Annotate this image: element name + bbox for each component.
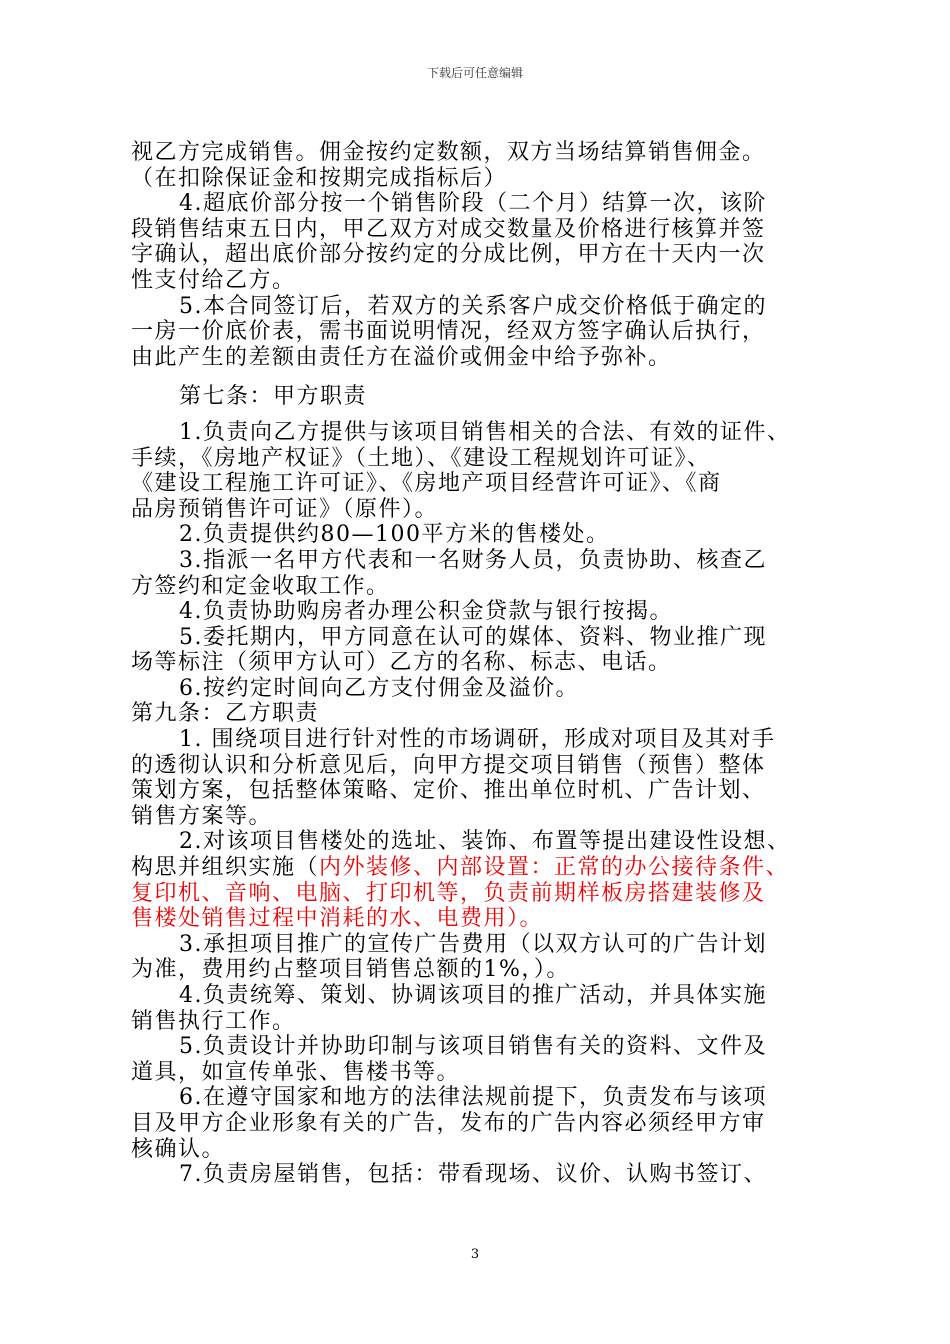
highlighted-text-line: 复印机、音响、电脑、打印机等，负责前期样板房搭建装修及 — [131, 880, 766, 906]
text-line: 2.负责提供约80—100平方米的售楼处。 — [179, 522, 610, 548]
text-segment: 构思并组织实施（ — [131, 855, 320, 881]
text-line: 手续，《房地产权证》（土地）、《建设工程规划许可证》、 — [131, 445, 711, 471]
section-heading-article-7: 第七条：甲方职责 — [179, 384, 368, 410]
text-line: 核确认。 — [131, 1136, 226, 1162]
document-body — [131, 140, 831, 1188]
page-number: 3 — [470, 1247, 480, 1262]
text-line: 4.超底价部分按一个销售阶段（二个月）结算一次，该阶 — [179, 191, 767, 217]
highlighted-text: 内外装修、内部设置：正常的办公接待条件、 — [319, 855, 790, 881]
text-line: 1. 围绕项目进行针对性的市场调研，形成对项目及其对手 — [179, 727, 776, 753]
text-line: 5.负责设计并协助印制与该项目销售有关的资料、文件及 — [179, 1034, 767, 1060]
text-line: 2.对该项目售楼处的选址、装饰、布置等提出建设性设想、 — [179, 829, 791, 855]
text-line: 3.承担项目推广的宣传广告费用（以双方认可的广告计划 — [179, 931, 767, 957]
text-line: 7.负责房屋销售，包括：带看现场、议价、认购书签订、 — [179, 1162, 767, 1188]
text-line: 4.负责协助购房者办理公积金贷款与银行按揭。 — [179, 599, 673, 625]
text-line: 的透彻认识和分析意见后，向甲方提交项目销售（预售）整体 — [131, 752, 766, 778]
text-line: 一房一价底价表，需书面说明情况，经双方签字确认后执行， — [131, 319, 766, 345]
text-line: 段销售结束五日内，甲乙双方对成交数量及价格进行核算并签 — [131, 216, 766, 242]
text-line: 方签约和定金收取工作。 — [131, 573, 390, 599]
highlighted-text-line: 售楼处销售过程中消耗的水、电费用）。 — [131, 906, 544, 932]
text-line: 策划方案，包括整体策略、定价、推出单位时机、广告计划、 — [131, 778, 766, 804]
text-line: 场等标注（须甲方认可）乙方的名称、标志、电话。 — [131, 650, 672, 676]
text-line: 由此产生的差额由责任方在溢价或佣金中给予弥补。 — [131, 344, 672, 370]
text-line: （在扣除保证金和按期完成指标后） — [131, 165, 508, 191]
page-header: 下载后可任意编辑 — [426, 66, 523, 80]
text-line: 字确认，超出底价部分按约定的分成比例，甲方在十天内一次 — [131, 242, 766, 268]
text-line: 销售方案等。 — [131, 803, 273, 829]
text-line: 4.负责统筹、策划、协调该项目的推广活动，并具体实施 — [179, 983, 767, 1008]
text-line: 5.本合同签订后，若双方的关系客户成交价格低于确定的 — [179, 293, 767, 319]
text-line: 3.指派一名甲方代表和一名财务人员，负责协助、核查乙 — [179, 547, 767, 573]
section-heading-article-9: 第九条：乙方职责 — [131, 701, 320, 727]
text-line: 6.按约定时间向乙方支付佣金及溢价。 — [179, 675, 579, 701]
text-line: 6.在遵守国家和地方的法律法规前提下，负责发布与该项 — [179, 1085, 767, 1111]
text-line: 5.委托期内，甲方同意在认可的媒体、资料、物业推广现 — [179, 624, 767, 650]
text-line: 性支付给乙方。 — [131, 267, 296, 293]
text-line: 销售执行工作。 — [131, 1008, 296, 1034]
text-line: 品房预销售许可证》（原件）。 — [131, 496, 439, 522]
text-line: 目及甲方企业形象有关的广告，发布的广告内容必须经甲方审 — [131, 1110, 766, 1136]
text-line-mixed — [131, 855, 831, 881]
text-line: 1.负责向乙方提供与该项目销售相关的合法、有效的证件、 — [179, 419, 791, 445]
text-line: 道具，如宣传单张、售楼书等。 — [131, 1059, 461, 1085]
text-line: 视乙方完成销售。佣金按约定数额，双方当场结算销售佣金。 — [131, 140, 766, 165]
text-line: 《建设工程施工许可证》、《房地产项目经营许可证》、《商 — [131, 471, 722, 497]
text-line: 为准，费用约占整项目销售总额的1%，）。 — [131, 957, 570, 983]
